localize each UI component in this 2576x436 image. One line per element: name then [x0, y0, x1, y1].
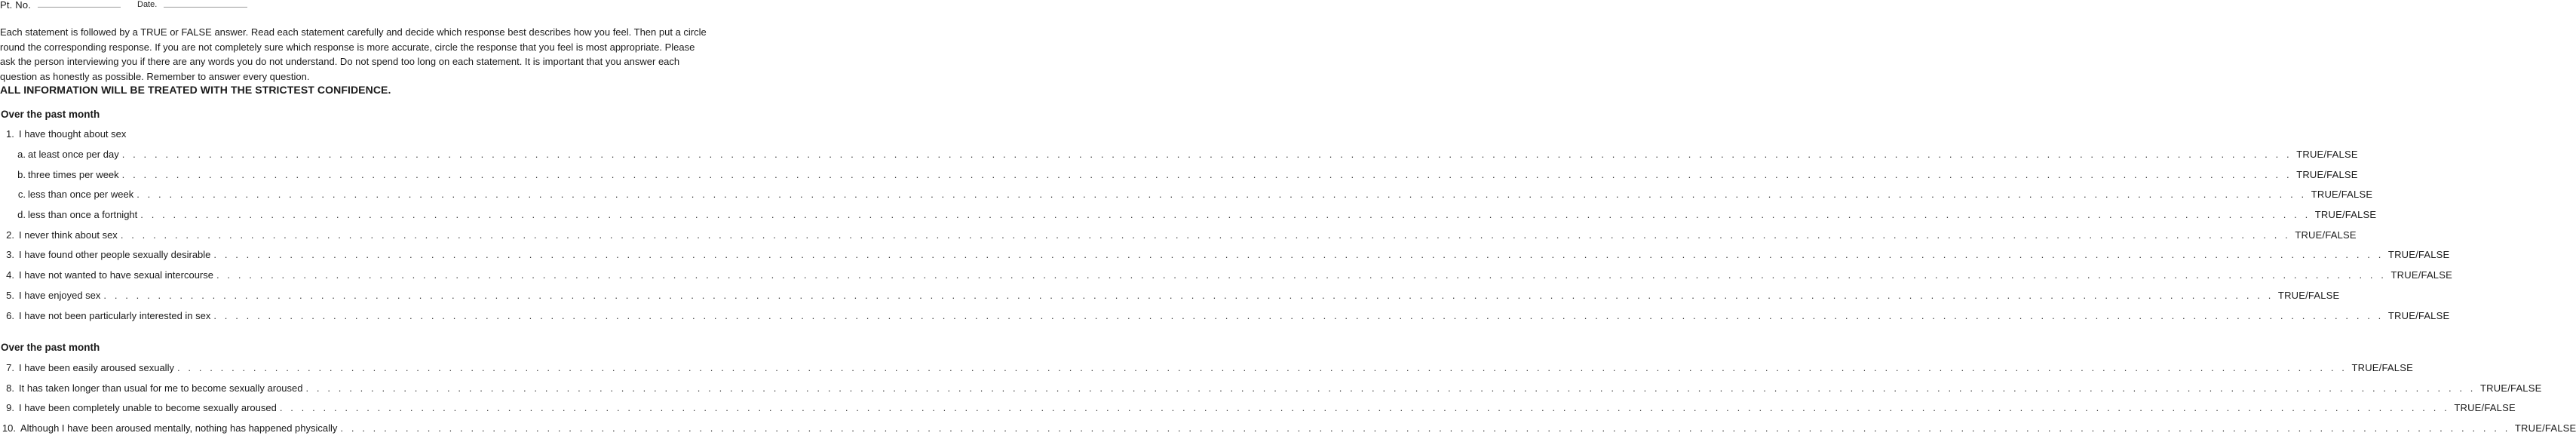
- questionnaire-item: [0, 290, 2340, 303]
- questionnaire-item: [0, 269, 2452, 283]
- section-heading: Over the past month: [1, 109, 100, 120]
- questionnaire-item: [0, 382, 2542, 396]
- item-number: 6.: [6, 310, 14, 321]
- questionnaire-item: [0, 209, 2377, 223]
- item-letter: a.: [17, 149, 26, 160]
- dot-leader: . . . . . . . . . . . . . . . . . . . . . . . . . . . . . . . . . . . . . . . . . . . . . . . . . . . . . . . . . . . . . . . . . . . . . . . . . . . . . . . . . . . . . . . . . . . . . . . . . . . . . . . . . . . . . . . . . . . . . . . . . . . . . . . . . . . . . . . . . . . . . . . . . . . . . . . . . . . . . . . . . . . . . . . . . . . . . . . . . . . . . . . . . . . . . . . . . . . . . . . .: [176, 362, 2348, 373]
- dot-leader: . . . . . . . . . . . . . . . . . . . . . . . . . . . . . . . . . . . . . . . . . . . . . . . . . . . . . . . . . . . . . . . . . . . . . . . . . . . . . . . . . . . . . . . . . . . . . . . . . . . . . . . . . . . . . . . . . . . . . . . . . . . . . . . . . . . . . . . . . . . . . . . . . . . . . . . . . . . . . . . . . . . . . . . . . . . . . . . . . . . . . . . . . . . . . . . . . . . . . . . .: [121, 149, 2292, 160]
- dot-leader: . . . . . . . . . . . . . . . . . . . . . . . . . . . . . . . . . . . . . . . . . . . . . . . . . . . . . . . . . . . . . . . . . . . . . . . . . . . . . . . . . . . . . . . . . . . . . . . . . . . . . . . . . . . . . . . . . . . . . . . . . . . . . . . . . . . . . . . . . . . . . . . . . . . . . . . . . . . . . . . . . . . . . . . . . . . . . . . . . . . . . . . . . . . . . . . . . . . . . . . .: [140, 209, 2311, 220]
- questionnaire-item: [0, 189, 2373, 202]
- item-text: I have enjoyed sex: [19, 290, 101, 301]
- true-false-response[interactable]: TRUE/FALSE: [2314, 209, 2377, 220]
- patient-number-label: Pt. No.: [0, 0, 32, 11]
- item-text: I have not been particularly interested in sex: [19, 310, 211, 321]
- patient-header: [0, 0, 742, 12]
- item-text: I never think about sex: [19, 229, 118, 241]
- dot-leader: . . . . . . . . . . . . . . . . . . . . . . . . . . . . . . . . . . . . . . . . . . . . . . . . . . . . . . . . . . . . . . . . . . . . . . . . . . . . . . . . . . . . . . . . . . . . . . . . . . . . . . . . . . . . . . . . . . . . . . . . . . . . . . . . . . . . . . . . . . . . . . . . . . . . . . . . . . . . . . . . . . . . . . . . . . . . . . . . . . . . . . . . . . . . . . . . . . . . . . . .: [103, 290, 2274, 301]
- dot-leader: . . . . . . . . . . . . . . . . . . . . . . . . . . . . . . . . . . . . . . . . . . . . . . . . . . . . . . . . . . . . . . . . . . . . . . . . . . . . . . . . . . . . . . . . . . . . . . . . . . . . . . . . . . . . . . . . . . . . . . . . . . . . . . . . . . . . . . . . . . . . . . . . . . . . . . . . . . . . . . . . . . . . . . . . . . . . . . . . . . . . . . . . . . . . . . . . . . . . . . . .: [216, 269, 2387, 281]
- true-false-response[interactable]: TRUE/FALSE: [2390, 269, 2452, 281]
- instructions-line: Each statement is followed by a TRUE or FALSE answer. Read each statement carefully and decide which response best describes how you feel. Then put a circle: [0, 26, 707, 38]
- item-number: 7.: [6, 362, 14, 373]
- item-text: three times per week: [28, 169, 119, 180]
- dot-leader: . . . . . . . . . . . . . . . . . . . . . . . . . . . . . . . . . . . . . . . . . . . . . . . . . . . . . . . . . . . . . . . . . . . . . . . . . . . . . . . . . . . . . . . . . . . . . . . . . . . . . . . . . . . . . . . . . . . . . . . . . . . . . . . . . . . . . . . . . . . . . . . . . . . . . . . . . . . . . . . . . . . . . . . . . . . . . . . . . . . . . . . . . . . . . . . . . . . . . . . .: [120, 229, 2291, 241]
- date-field[interactable]: [164, 7, 247, 8]
- dot-leader: . . . . . . . . . . . . . . . . . . . . . . . . . . . . . . . . . . . . . . . . . . . . . . . . . . . . . . . . . . . . . . . . . . . . . . . . . . . . . . . . . . . . . . . . . . . . . . . . . . . . . . . . . . . . . . . . . . . . . . . . . . . . . . . . . . . . . . . . . . . . . . . . . . . . . . . . . . . . . . . . . . . . . . . . . . . . . . . . . . . . . . . . . . . . . . . . . . . . . . . .: [279, 402, 2450, 413]
- true-false-response[interactable]: TRUE/FALSE: [2514, 422, 2576, 434]
- item-number: 10.: [2, 422, 16, 434]
- dot-leader: . . . . . . . . . . . . . . . . . . . . . . . . . . . . . . . . . . . . . . . . . . . . . . . . . . . . . . . . . . . . . . . . . . . . . . . . . . . . . . . . . . . . . . . . . . . . . . . . . . . . . . . . . . . . . . . . . . . . . . . . . . . . . . . . . . . . . . . . . . . . . . . . . . . . . . . . . . . . . . . . . . . . . . . . . . . . . . . . . . . . . . . . . . . . . . . . . . . . . . . .: [213, 249, 2384, 260]
- dot-leader: . . . . . . . . . . . . . . . . . . . . . . . . . . . . . . . . . . . . . . . . . . . . . . . . . . . . . . . . . . . . . . . . . . . . . . . . . . . . . . . . . . . . . . . . . . . . . . . . . . . . . . . . . . . . . . . . . . . . . . . . . . . . . . . . . . . . . . . . . . . . . . . . . . . . . . . . . . . . . . . . . . . . . . . . . . . . . . . . . . . . . . . . . . . . . . . . . . . . . . . .: [340, 422, 2510, 434]
- true-false-response[interactable]: TRUE/FALSE: [2454, 402, 2516, 413]
- question-number: 1.: [6, 128, 14, 140]
- patient-number-field[interactable]: [38, 7, 121, 8]
- questionnaire-item: [0, 249, 2450, 263]
- item-text: I have not wanted to have sexual intercourse: [19, 269, 213, 281]
- questionnaire-item: [0, 169, 2358, 183]
- item-text: Although I have been aroused mentally, nothing has happened physically: [20, 422, 338, 434]
- questionnaire-item: [0, 310, 2450, 324]
- true-false-response[interactable]: TRUE/FALSE: [2296, 169, 2358, 180]
- item-text: less than once a fortnight: [28, 209, 138, 220]
- instructions: [0, 25, 742, 84]
- item-number: 2.: [6, 229, 14, 241]
- true-false-response[interactable]: TRUE/FALSE: [2296, 149, 2358, 160]
- true-false-response[interactable]: TRUE/FALSE: [2277, 290, 2340, 301]
- true-false-response[interactable]: TRUE/FALSE: [2480, 382, 2542, 394]
- item-number: 9.: [6, 402, 14, 413]
- confidentiality-notice: ALL INFORMATION WILL BE TREATED WITH THE STRICTEST CONFIDENCE.: [0, 84, 391, 96]
- dot-leader: . . . . . . . . . . . . . . . . . . . . . . . . . . . . . . . . . . . . . . . . . . . . . . . . . . . . . . . . . . . . . . . . . . . . . . . . . . . . . . . . . . . . . . . . . . . . . . . . . . . . . . . . . . . . . . . . . . . . . . . . . . . . . . . . . . . . . . . . . . . . . . . . . . . . . . . . . . . . . . . . . . . . . . . . . . . . . . . . . . . . . . . . . . . . . . . . . . . . . . . .: [213, 310, 2384, 321]
- questionnaire-item: [0, 229, 2357, 243]
- date-label: Date.: [137, 0, 158, 9]
- true-false-response[interactable]: TRUE/FALSE: [2295, 229, 2357, 241]
- dot-leader: . . . . . . . . . . . . . . . . . . . . . . . . . . . . . . . . . . . . . . . . . . . . . . . . . . . . . . . . . . . . . . . . . . . . . . . . . . . . . . . . . . . . . . . . . . . . . . . . . . . . . . . . . . . . . . . . . . . . . . . . . . . . . . . . . . . . . . . . . . . . . . . . . . . . . . . . . . . . . . . . . . . . . . . . . . . . . . . . . . . . . . . . . . . . . . . . . . . . . . . .: [121, 169, 2292, 180]
- true-false-response[interactable]: TRUE/FALSE: [2387, 310, 2450, 321]
- item-number: 5.: [6, 290, 14, 301]
- true-false-response[interactable]: TRUE/FALSE: [2311, 189, 2373, 200]
- item-letter: c.: [17, 189, 26, 200]
- item-text: I have been completely unable to become sexually aroused: [19, 402, 277, 413]
- item-letter: b.: [17, 169, 26, 180]
- instructions-line: round the corresponding response. If you are not completely sure which response is more accurate, circle the response that you feel is most appropriate. Please: [0, 41, 695, 53]
- question-stem: [6, 128, 126, 140]
- dot-leader: . . . . . . . . . . . . . . . . . . . . . . . . . . . . . . . . . . . . . . . . . . . . . . . . . . . . . . . . . . . . . . . . . . . . . . . . . . . . . . . . . . . . . . . . . . . . . . . . . . . . . . . . . . . . . . . . . . . . . . . . . . . . . . . . . . . . . . . . . . . . . . . . . . . . . . . . . . . . . . . . . . . . . . . . . . . . . . . . . . . . . . . . . . . . . . . . . . . . . . . .: [136, 189, 2307, 200]
- instructions-line: question as honestly as possible. Remember to answer every question.: [0, 70, 310, 82]
- item-text: It has taken longer than usual for me to become sexually aroused: [19, 382, 303, 394]
- item-text: I have found other people sexually desirable: [19, 249, 211, 260]
- item-number: 8.: [6, 382, 14, 394]
- item-text: I have been easily aroused sexually: [19, 362, 174, 373]
- item-text: at least once per day: [28, 149, 119, 160]
- questionnaire-item: [0, 149, 2358, 162]
- item-number: 4.: [6, 269, 14, 281]
- dot-leader: . . . . . . . . . . . . . . . . . . . . . . . . . . . . . . . . . . . . . . . . . . . . . . . . . . . . . . . . . . . . . . . . . . . . . . . . . . . . . . . . . . . . . . . . . . . . . . . . . . . . . . . . . . . . . . . . . . . . . . . . . . . . . . . . . . . . . . . . . . . . . . . . . . . . . . . . . . . . . . . . . . . . . . . . . . . . . . . . . . . . . . . . . . . . . . . . . . . . . . . .: [305, 382, 2476, 394]
- section-heading: Over the past month: [1, 342, 100, 353]
- item-number: 3.: [6, 249, 14, 260]
- question-text: I have thought about sex: [19, 128, 127, 140]
- questionnaire-item: [0, 422, 2576, 436]
- instructions-line: ask the person interviewing you if there are any words you do not understand. Do not spend too long on each statement. It is important that you answer each: [0, 56, 680, 68]
- questionnaire-item: [0, 402, 2516, 416]
- true-false-response[interactable]: TRUE/FALSE: [2351, 362, 2413, 373]
- item-letter: d.: [17, 209, 26, 220]
- item-text: less than once per week: [28, 189, 134, 200]
- questionnaire-item: [0, 362, 2413, 376]
- true-false-response[interactable]: TRUE/FALSE: [2387, 249, 2450, 260]
